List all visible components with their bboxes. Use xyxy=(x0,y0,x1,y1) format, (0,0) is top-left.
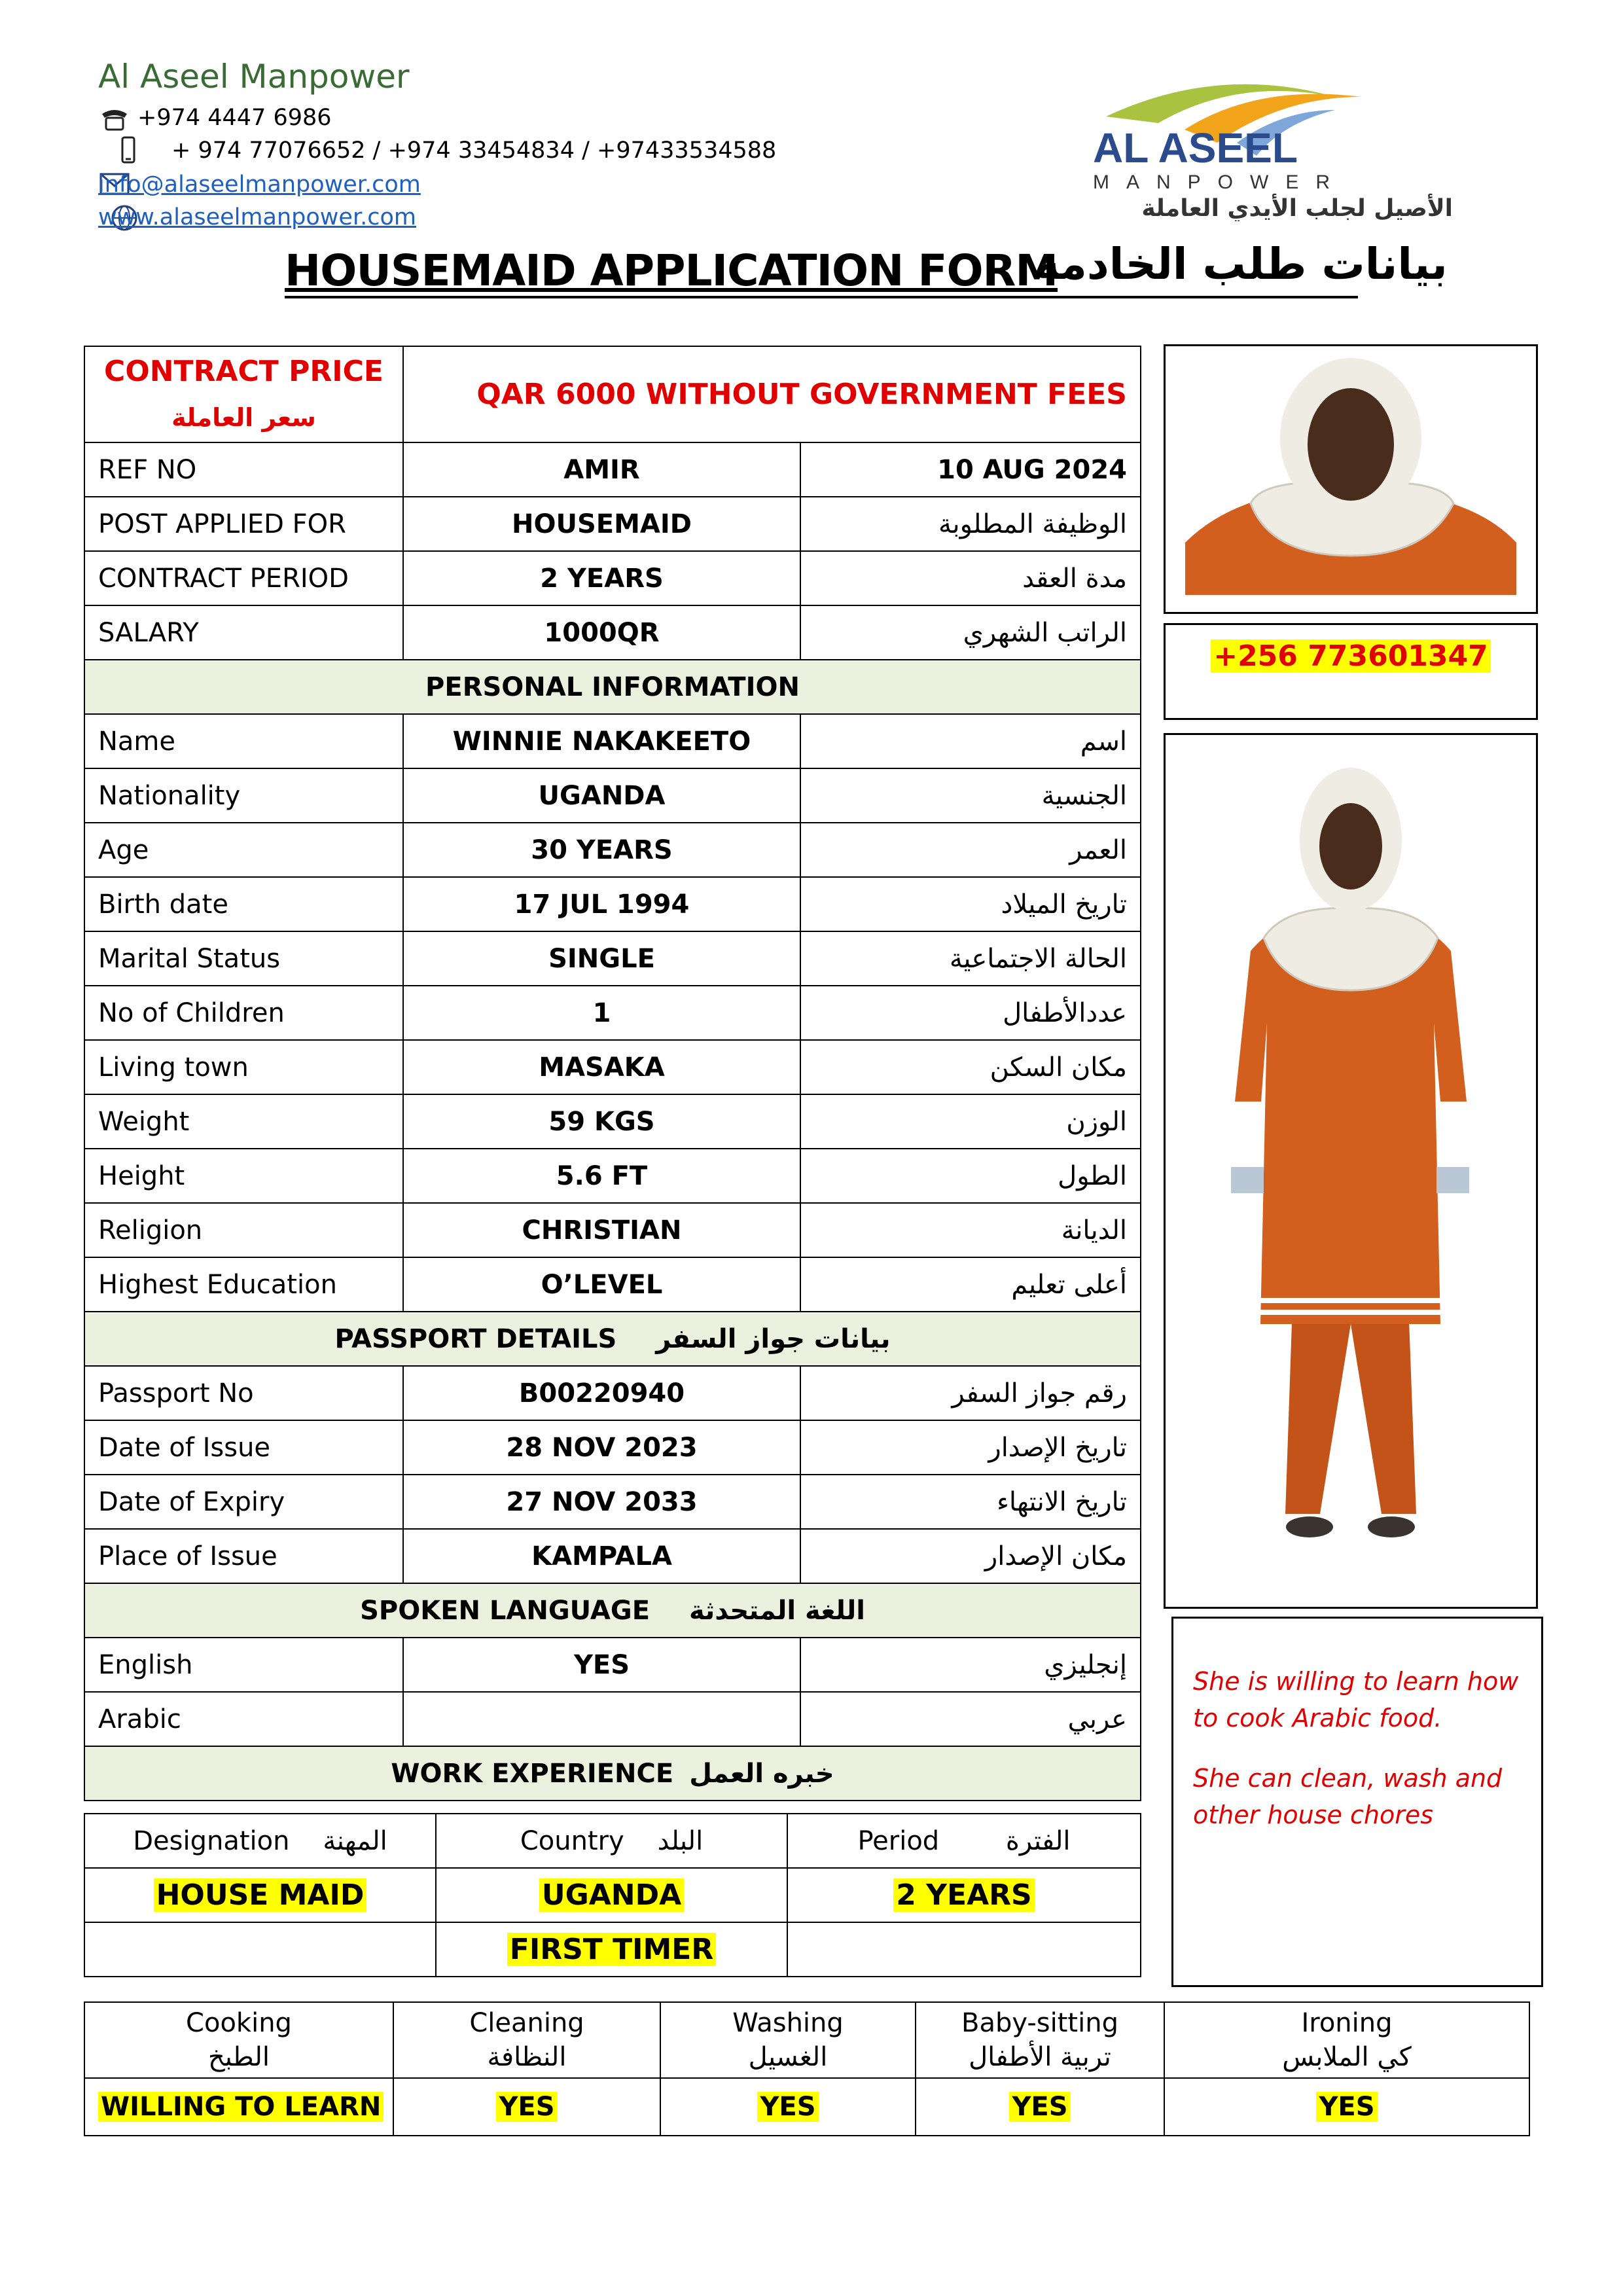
skill-name-ar: الطبخ xyxy=(207,2042,270,2072)
skill-name: Baby-sitting xyxy=(961,2008,1118,2038)
experience-row xyxy=(84,1868,1141,1922)
salary-value: 1000QR xyxy=(403,605,800,660)
first-timer-cell xyxy=(436,1922,787,1977)
country-value: UGANDA xyxy=(539,1878,684,1912)
table-row xyxy=(84,1094,1141,1149)
contract-label-ar: سعر العاملة xyxy=(171,403,316,432)
row-value: YES xyxy=(403,1638,800,1692)
skill-header xyxy=(660,2002,916,2078)
skill-name: Ironing xyxy=(1301,2008,1393,2038)
row-value: B00220940 xyxy=(403,1366,800,1420)
table-row xyxy=(84,497,1141,551)
company-name: Al Aseel Manpower xyxy=(98,58,410,96)
row-label-ar: اسم xyxy=(800,714,1141,768)
row-value: 5.6 FT xyxy=(403,1149,800,1203)
row-label: Marital Status xyxy=(84,931,403,986)
skill-value-cell xyxy=(84,2078,393,2136)
row-label: Birth date xyxy=(84,877,403,931)
contract-label-cell xyxy=(84,346,403,442)
phone-box-inner xyxy=(1166,639,1536,673)
experience-heading-ar: خبره العمل xyxy=(689,1758,834,1789)
row-label: Nationality xyxy=(84,768,403,823)
row-value: WINNIE NAKAKEETO xyxy=(403,714,800,768)
section-row xyxy=(84,1312,1141,1366)
contract-row xyxy=(84,346,1141,442)
row-value: KAMPALA xyxy=(403,1529,800,1583)
website-link[interactable]: www.alaseelmanpower.com xyxy=(98,204,417,230)
row-label-ar: عربي xyxy=(800,1692,1141,1746)
skill-name-ar: تربية الأطفال xyxy=(969,2042,1111,2072)
section-row xyxy=(84,1746,1141,1801)
table-row xyxy=(84,1475,1141,1529)
post-value: HOUSEMAID xyxy=(403,497,800,551)
logo-sub-text: MANPOWER xyxy=(1093,171,1347,193)
skill-value: YES xyxy=(1316,2092,1377,2122)
first-timer-value: FIRST TIMER xyxy=(507,1933,716,1966)
row-label: Religion xyxy=(84,1203,403,1257)
skill-header xyxy=(1164,2002,1529,2078)
empty-cell xyxy=(787,1922,1141,1977)
skill-name-ar: الغسيل xyxy=(748,2042,828,2072)
skill-value: WILLING TO LEARN xyxy=(98,2092,383,2122)
contract-price: QAR 6000 WITHOUT GOVERNMENT FEES xyxy=(403,346,1141,442)
row-label-ar: الديانة xyxy=(800,1203,1141,1257)
skill-value: YES xyxy=(1009,2092,1070,2122)
country-cell xyxy=(436,1868,787,1922)
skill-value: YES xyxy=(496,2092,557,2122)
skill-header xyxy=(393,2002,660,2078)
passport-heading: PASSPORT DETAILS xyxy=(334,1323,617,1354)
row-label: Living town xyxy=(84,1040,403,1094)
note-item: She is willing to learn how to cook Arabic food. xyxy=(1193,1667,1519,1732)
designation-value: HOUSE MAID xyxy=(154,1878,367,1912)
table-row xyxy=(84,877,1141,931)
period-col-label-ar: الفترة xyxy=(1005,1825,1071,1856)
phone-number: +974 4447 6986 xyxy=(137,105,332,131)
notes-box xyxy=(1171,1617,1543,1987)
passport-heading-cell xyxy=(84,1312,1141,1366)
experience-heading-cell xyxy=(84,1746,1141,1801)
row-value: O’LEVEL xyxy=(403,1257,800,1312)
row-label-ar: إنجليزي xyxy=(800,1638,1141,1692)
skills-header-row xyxy=(84,2002,1529,2078)
table-row xyxy=(84,1420,1141,1475)
period-value: 2 YEARS xyxy=(403,551,800,605)
form-title: HOUSEMAID APPLICATION FORM xyxy=(285,245,1058,296)
post-label: POST APPLIED FOR xyxy=(84,497,403,551)
table-row xyxy=(84,1692,1141,1746)
language-heading: SPOKEN LANGUAGE xyxy=(360,1595,651,1626)
row-label-ar: مكان الإصدار xyxy=(800,1529,1141,1583)
experience-heading: WORK EXPERIENCE xyxy=(391,1758,674,1789)
row-value: 27 NOV 2033 xyxy=(403,1475,800,1529)
row-label: Arabic xyxy=(84,1692,403,1746)
full-body-photo xyxy=(1164,733,1538,1609)
designation-label: Designation xyxy=(133,1825,290,1856)
skill-name: Washing xyxy=(732,2008,844,2038)
row-value: 30 YEARS xyxy=(403,823,800,877)
row-label-ar: عددالأطفال xyxy=(800,986,1141,1040)
portrait-photo xyxy=(1164,344,1538,614)
country-label: Country xyxy=(520,1825,624,1856)
logo-arabic-text: الأصيل لجلب الأيدي العاملة xyxy=(1141,195,1453,221)
post-label-ar: الوظيفة المطلوبة xyxy=(800,497,1141,551)
row-label-ar: الوزن xyxy=(800,1094,1141,1149)
table-row xyxy=(84,986,1141,1040)
designation-header xyxy=(84,1814,436,1868)
company-logo xyxy=(1086,71,1479,221)
experience-table xyxy=(84,1813,1141,1977)
period-value: 2 YEARS xyxy=(893,1878,1034,1912)
experience-header-row xyxy=(84,1814,1141,1868)
phone-icon xyxy=(98,105,131,132)
row-label-ar: تاريخ الميلاد xyxy=(800,877,1141,931)
form-title-ar: بيانات طلب الخادمة xyxy=(1034,239,1448,289)
row-label-ar: العمر xyxy=(800,823,1141,877)
row-value: MASAKA xyxy=(403,1040,800,1094)
row-label: Age xyxy=(84,823,403,877)
row-value: 28 NOV 2023 xyxy=(403,1420,800,1475)
section-row xyxy=(84,1583,1141,1638)
row-label-ar: الجنسية xyxy=(800,768,1141,823)
table-row xyxy=(84,551,1141,605)
ref-row xyxy=(84,442,1141,497)
table-row xyxy=(84,768,1141,823)
table-row xyxy=(84,931,1141,986)
salary-label: SALARY xyxy=(84,605,403,660)
row-value: SINGLE xyxy=(403,931,800,986)
experience-row xyxy=(84,1922,1141,1977)
note-item: She can clean, wash and other house chores xyxy=(1193,1764,1503,1829)
table-row xyxy=(84,1149,1141,1203)
skill-name-ar: النظافة xyxy=(487,2042,567,2072)
row-value: 17 JUL 1994 xyxy=(403,877,800,931)
row-value: UGANDA xyxy=(403,768,800,823)
skill-name: Cleaning xyxy=(469,2008,584,2038)
language-heading-cell xyxy=(84,1583,1141,1638)
row-label-ar: تاريخ الانتهاء xyxy=(800,1475,1141,1529)
row-value xyxy=(403,1692,800,1746)
row-label-ar: الحالة الاجتماعية xyxy=(800,931,1141,986)
row-label: Name xyxy=(84,714,403,768)
empty-cell xyxy=(84,1922,436,1977)
period-label-ar: مدة العقد xyxy=(800,551,1141,605)
ref-label: REF NO xyxy=(84,442,403,497)
skill-name: Cooking xyxy=(186,2008,292,2038)
skill-header xyxy=(84,2002,393,2078)
skill-header xyxy=(916,2002,1164,2078)
phone-box xyxy=(1164,623,1538,720)
mobile-icon xyxy=(113,136,145,164)
salary-label-ar: الراتب الشهري xyxy=(800,605,1141,660)
row-label: English xyxy=(84,1638,403,1692)
row-label: Height xyxy=(84,1149,403,1203)
logo-main-text: AL ASEEL xyxy=(1093,124,1298,171)
row-value: 1 xyxy=(403,986,800,1040)
contract-label: CONTRACT PRICE xyxy=(104,354,383,388)
table-row xyxy=(84,1529,1141,1583)
row-label: Place of Issue xyxy=(84,1529,403,1583)
personal-heading: PERSONAL INFORMATION xyxy=(84,660,1141,714)
ref-date: 10 AUG 2024 xyxy=(800,442,1141,497)
table-row xyxy=(84,714,1141,768)
period-header xyxy=(787,1814,1141,1868)
applicant-phone: +256 773601347 xyxy=(1211,639,1491,673)
row-label-ar: رقم جواز السفر xyxy=(800,1366,1141,1420)
table-row xyxy=(84,605,1141,660)
table-row xyxy=(84,823,1141,877)
skill-value-cell xyxy=(1164,2078,1529,2136)
skills-table xyxy=(84,2001,1530,2136)
row-value: 59 KGS xyxy=(403,1094,800,1149)
passport-heading-ar: بيانات جواز السفر xyxy=(656,1323,891,1354)
skill-value: YES xyxy=(757,2092,818,2122)
section-row xyxy=(84,660,1141,714)
country-header xyxy=(436,1814,787,1868)
email-link[interactable]: info@alaseelmanpower.com xyxy=(98,171,421,198)
country-label-ar: البلد xyxy=(657,1825,704,1856)
row-label: Highest Education xyxy=(84,1257,403,1312)
skill-name-ar: كي الملابس xyxy=(1282,2042,1412,2072)
table-row xyxy=(84,1203,1141,1257)
row-label: No of Children xyxy=(84,986,403,1040)
skill-value-cell xyxy=(916,2078,1164,2136)
row-label-ar: الطول xyxy=(800,1149,1141,1203)
table-row xyxy=(84,1257,1141,1312)
row-label: Passport No xyxy=(84,1366,403,1420)
skill-value-cell xyxy=(393,2078,660,2136)
table-row xyxy=(84,1366,1141,1420)
designation-label-ar: المهنة xyxy=(323,1825,387,1856)
application-table xyxy=(84,346,1141,1801)
mobile-numbers: + 974 77076652 / +974 33454834 / +97433534588 xyxy=(171,137,777,164)
row-value: CHRISTIAN xyxy=(403,1203,800,1257)
row-label-ar: مكان السكن xyxy=(800,1040,1141,1094)
period-label: CONTRACT PERIOD xyxy=(84,551,403,605)
designation-cell xyxy=(84,1868,436,1922)
row-label-ar: تاريخ الإصدار xyxy=(800,1420,1141,1475)
period-cell xyxy=(787,1868,1141,1922)
skill-value-cell xyxy=(660,2078,916,2136)
row-label-ar: أعلى تعليم xyxy=(800,1257,1141,1312)
row-label: Weight xyxy=(84,1094,403,1149)
title-underline xyxy=(285,296,1358,298)
row-label: Date of Expiry xyxy=(84,1475,403,1529)
table-row xyxy=(84,1638,1141,1692)
skills-value-row xyxy=(84,2078,1529,2136)
period-col-label: Period xyxy=(857,1825,940,1856)
table-row xyxy=(84,1040,1141,1094)
ref-value: AMIR xyxy=(403,442,800,497)
language-heading-ar: اللغة المتحدثة xyxy=(689,1595,865,1626)
row-label: Date of Issue xyxy=(84,1420,403,1475)
